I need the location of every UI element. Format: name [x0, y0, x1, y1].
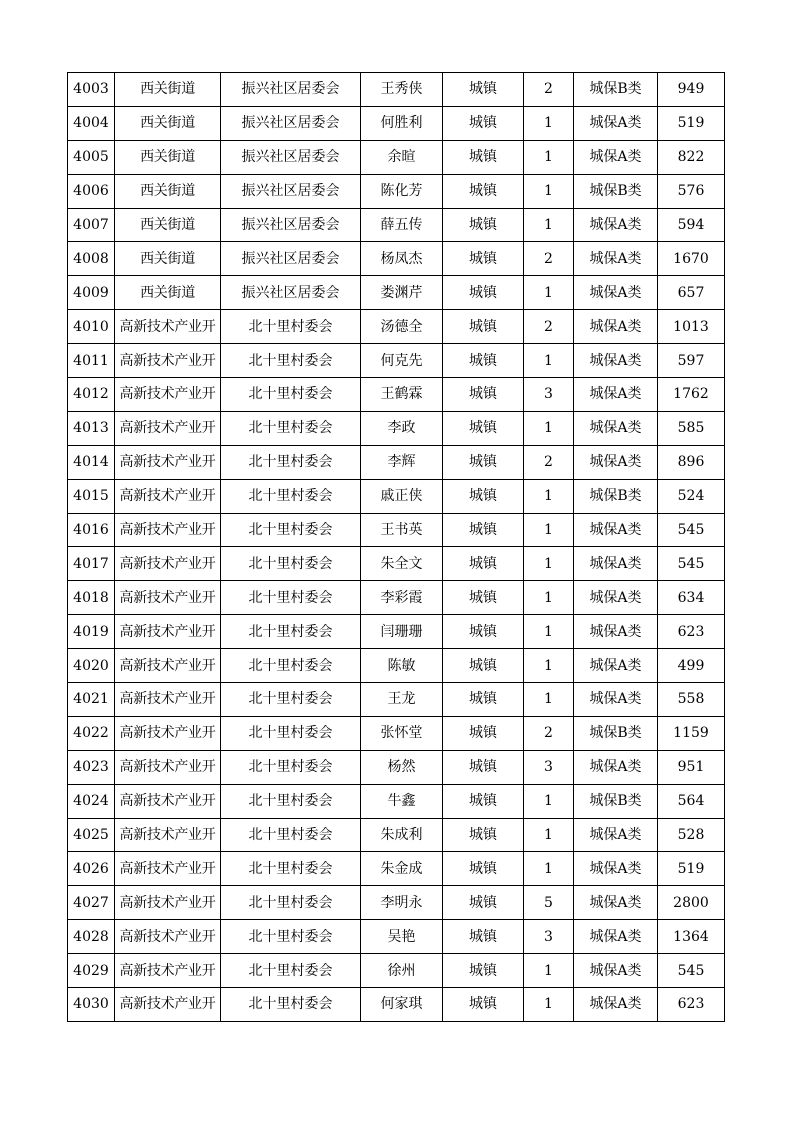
- district-cell: 西关街道: [115, 73, 221, 107]
- name-cell: 张怀堂: [361, 716, 443, 750]
- name-cell: 汤德全: [361, 310, 443, 344]
- area-type-cell: 城镇: [443, 581, 524, 615]
- id-cell: 4024: [68, 784, 115, 818]
- district-cell: 高新技术产业开: [115, 445, 221, 479]
- household-size-cell: 1: [524, 852, 574, 886]
- name-cell: 朱金成: [361, 852, 443, 886]
- committee-cell: 北十里村委会: [221, 784, 361, 818]
- area-type-cell: 城镇: [443, 276, 524, 310]
- area-type-cell: 城镇: [443, 818, 524, 852]
- id-cell: 4019: [68, 615, 115, 649]
- amount-cell: 597: [658, 344, 725, 378]
- district-cell: 高新技术产业开: [115, 852, 221, 886]
- id-cell: 4028: [68, 920, 115, 954]
- id-cell: 4011: [68, 344, 115, 378]
- name-cell: 陈敏: [361, 649, 443, 683]
- household-size-cell: 1: [524, 581, 574, 615]
- committee-cell: 北十里村委会: [221, 581, 361, 615]
- amount-cell: 2800: [658, 886, 725, 920]
- amount-cell: 822: [658, 140, 725, 174]
- household-size-cell: 2: [524, 242, 574, 276]
- id-cell: 4006: [68, 174, 115, 208]
- table-row: [68, 140, 725, 174]
- household-size-cell: 1: [524, 208, 574, 242]
- amount-cell: 623: [658, 988, 725, 1022]
- area-type-cell: 城镇: [443, 513, 524, 547]
- committee-cell: 北十里村委会: [221, 615, 361, 649]
- committee-cell: 北十里村委会: [221, 310, 361, 344]
- amount-cell: 1013: [658, 310, 725, 344]
- insurance-class-cell: 城保A类: [574, 649, 658, 683]
- name-cell: 戚正侠: [361, 479, 443, 513]
- name-cell: 杨凤杰: [361, 242, 443, 276]
- name-cell: 王龙: [361, 683, 443, 717]
- area-type-cell: 城镇: [443, 445, 524, 479]
- amount-cell: 594: [658, 208, 725, 242]
- id-cell: 4017: [68, 547, 115, 581]
- household-size-cell: 1: [524, 547, 574, 581]
- insurance-class-cell: 城保A类: [574, 276, 658, 310]
- household-size-cell: 1: [524, 174, 574, 208]
- amount-cell: 576: [658, 174, 725, 208]
- table-row: [68, 208, 725, 242]
- table-body: [68, 73, 725, 1022]
- name-cell: 牛鑫: [361, 784, 443, 818]
- household-size-cell: 1: [524, 649, 574, 683]
- insurance-class-cell: 城保A类: [574, 818, 658, 852]
- name-cell: 闫珊珊: [361, 615, 443, 649]
- name-cell: 李辉: [361, 445, 443, 479]
- household-size-cell: 1: [524, 344, 574, 378]
- table-row: [68, 547, 725, 581]
- name-cell: 余暄: [361, 140, 443, 174]
- table-row: [68, 852, 725, 886]
- id-cell: 4025: [68, 818, 115, 852]
- insurance-class-cell: 城保B类: [574, 716, 658, 750]
- area-type-cell: 城镇: [443, 920, 524, 954]
- table-row: [68, 411, 725, 445]
- household-size-cell: 3: [524, 750, 574, 784]
- id-cell: 4007: [68, 208, 115, 242]
- district-cell: 高新技术产业开: [115, 581, 221, 615]
- household-size-cell: 1: [524, 988, 574, 1022]
- area-type-cell: 城镇: [443, 106, 524, 140]
- name-cell: 杨然: [361, 750, 443, 784]
- district-cell: 西关街道: [115, 276, 221, 310]
- table-row: [68, 886, 725, 920]
- id-cell: 4012: [68, 378, 115, 412]
- insurance-class-cell: 城保A类: [574, 886, 658, 920]
- table-row: [68, 73, 725, 107]
- committee-cell: 北十里村委会: [221, 683, 361, 717]
- amount-cell: 528: [658, 818, 725, 852]
- household-size-cell: 1: [524, 683, 574, 717]
- insurance-class-cell: 城保A类: [574, 140, 658, 174]
- committee-cell: 振兴社区居委会: [221, 106, 361, 140]
- district-cell: 西关街道: [115, 106, 221, 140]
- id-cell: 4014: [68, 445, 115, 479]
- area-type-cell: 城镇: [443, 649, 524, 683]
- insurance-class-cell: 城保B类: [574, 784, 658, 818]
- name-cell: 薛五传: [361, 208, 443, 242]
- district-cell: 高新技术产业开: [115, 615, 221, 649]
- insurance-class-cell: 城保A类: [574, 547, 658, 581]
- committee-cell: 北十里村委会: [221, 547, 361, 581]
- id-cell: 4005: [68, 140, 115, 174]
- household-size-cell: 1: [524, 818, 574, 852]
- table-row: [68, 615, 725, 649]
- area-type-cell: 城镇: [443, 344, 524, 378]
- area-type-cell: 城镇: [443, 174, 524, 208]
- id-cell: 4022: [68, 716, 115, 750]
- table-row: [68, 818, 725, 852]
- area-type-cell: 城镇: [443, 716, 524, 750]
- amount-cell: 634: [658, 581, 725, 615]
- district-cell: 西关街道: [115, 208, 221, 242]
- name-cell: 李政: [361, 411, 443, 445]
- amount-cell: 951: [658, 750, 725, 784]
- table-row: [68, 479, 725, 513]
- table-row: [68, 513, 725, 547]
- district-cell: 高新技术产业开: [115, 818, 221, 852]
- district-cell: 高新技术产业开: [115, 716, 221, 750]
- area-type-cell: 城镇: [443, 784, 524, 818]
- name-cell: 何胜利: [361, 106, 443, 140]
- amount-cell: 1364: [658, 920, 725, 954]
- table-row: [68, 276, 725, 310]
- district-cell: 西关街道: [115, 242, 221, 276]
- household-size-cell: 2: [524, 716, 574, 750]
- table-row: [68, 106, 725, 140]
- id-cell: 4026: [68, 852, 115, 886]
- committee-cell: 北十里村委会: [221, 649, 361, 683]
- name-cell: 娄渊芹: [361, 276, 443, 310]
- insurance-class-cell: 城保A类: [574, 750, 658, 784]
- table-row: [68, 716, 725, 750]
- id-cell: 4030: [68, 988, 115, 1022]
- district-cell: 高新技术产业开: [115, 954, 221, 988]
- insurance-class-cell: 城保A类: [574, 208, 658, 242]
- id-cell: 4003: [68, 73, 115, 107]
- household-size-cell: 1: [524, 106, 574, 140]
- household-size-cell: 1: [524, 615, 574, 649]
- name-cell: 徐州: [361, 954, 443, 988]
- id-cell: 4008: [68, 242, 115, 276]
- area-type-cell: 城镇: [443, 208, 524, 242]
- household-size-cell: 2: [524, 310, 574, 344]
- committee-cell: 振兴社区居委会: [221, 208, 361, 242]
- amount-cell: 657: [658, 276, 725, 310]
- insurance-class-cell: 城保A类: [574, 513, 658, 547]
- table-row: [68, 581, 725, 615]
- name-cell: 陈化芳: [361, 174, 443, 208]
- name-cell: 李明永: [361, 886, 443, 920]
- amount-cell: 949: [658, 73, 725, 107]
- id-cell: 4015: [68, 479, 115, 513]
- household-size-cell: 1: [524, 954, 574, 988]
- id-cell: 4029: [68, 954, 115, 988]
- committee-cell: 北十里村委会: [221, 479, 361, 513]
- name-cell: 王书英: [361, 513, 443, 547]
- amount-cell: 1159: [658, 716, 725, 750]
- insurance-class-cell: 城保A类: [574, 106, 658, 140]
- committee-cell: 振兴社区居委会: [221, 276, 361, 310]
- committee-cell: 北十里村委会: [221, 852, 361, 886]
- household-size-cell: 2: [524, 73, 574, 107]
- area-type-cell: 城镇: [443, 411, 524, 445]
- district-cell: 高新技术产业开: [115, 547, 221, 581]
- insurance-class-cell: 城保A类: [574, 344, 658, 378]
- id-cell: 4027: [68, 886, 115, 920]
- district-cell: 高新技术产业开: [115, 683, 221, 717]
- area-type-cell: 城镇: [443, 988, 524, 1022]
- committee-cell: 北十里村委会: [221, 818, 361, 852]
- committee-cell: 北十里村委会: [221, 344, 361, 378]
- household-size-cell: 1: [524, 140, 574, 174]
- district-cell: 高新技术产业开: [115, 649, 221, 683]
- committee-cell: 北十里村委会: [221, 513, 361, 547]
- district-cell: 高新技术产业开: [115, 479, 221, 513]
- insurance-class-cell: 城保A类: [574, 445, 658, 479]
- committee-cell: 北十里村委会: [221, 750, 361, 784]
- district-cell: 高新技术产业开: [115, 988, 221, 1022]
- name-cell: 何家琪: [361, 988, 443, 1022]
- id-cell: 4021: [68, 683, 115, 717]
- table-row: [68, 954, 725, 988]
- insurance-class-cell: 城保A类: [574, 920, 658, 954]
- area-type-cell: 城镇: [443, 683, 524, 717]
- household-size-cell: 1: [524, 784, 574, 818]
- id-cell: 4010: [68, 310, 115, 344]
- table-row: [68, 445, 725, 479]
- district-cell: 高新技术产业开: [115, 750, 221, 784]
- committee-cell: 北十里村委会: [221, 988, 361, 1022]
- committee-cell: 北十里村委会: [221, 954, 361, 988]
- area-type-cell: 城镇: [443, 378, 524, 412]
- id-cell: 4004: [68, 106, 115, 140]
- area-type-cell: 城镇: [443, 73, 524, 107]
- name-cell: 朱成利: [361, 818, 443, 852]
- id-cell: 4009: [68, 276, 115, 310]
- amount-cell: 545: [658, 547, 725, 581]
- name-cell: 朱全文: [361, 547, 443, 581]
- amount-cell: 585: [658, 411, 725, 445]
- name-cell: 王秀侠: [361, 73, 443, 107]
- committee-cell: 北十里村委会: [221, 445, 361, 479]
- name-cell: 吴艳: [361, 920, 443, 954]
- household-size-cell: 1: [524, 276, 574, 310]
- insurance-class-cell: 城保A类: [574, 411, 658, 445]
- household-size-cell: 1: [524, 411, 574, 445]
- insurance-class-cell: 城保A类: [574, 310, 658, 344]
- table-row: [68, 920, 725, 954]
- area-type-cell: 城镇: [443, 310, 524, 344]
- amount-cell: 896: [658, 445, 725, 479]
- committee-cell: 振兴社区居委会: [221, 242, 361, 276]
- insurance-class-cell: 城保A类: [574, 378, 658, 412]
- area-type-cell: 城镇: [443, 615, 524, 649]
- amount-cell: 1762: [658, 378, 725, 412]
- area-type-cell: 城镇: [443, 140, 524, 174]
- insurance-class-cell: 城保A类: [574, 683, 658, 717]
- amount-cell: 623: [658, 615, 725, 649]
- district-cell: 高新技术产业开: [115, 886, 221, 920]
- area-type-cell: 城镇: [443, 242, 524, 276]
- committee-cell: 北十里村委会: [221, 886, 361, 920]
- id-cell: 4020: [68, 649, 115, 683]
- amount-cell: 545: [658, 513, 725, 547]
- area-type-cell: 城镇: [443, 852, 524, 886]
- household-size-cell: 2: [524, 445, 574, 479]
- insurance-class-cell: 城保A类: [574, 615, 658, 649]
- household-size-cell: 1: [524, 479, 574, 513]
- district-cell: 高新技术产业开: [115, 411, 221, 445]
- id-cell: 4023: [68, 750, 115, 784]
- name-cell: 李彩霞: [361, 581, 443, 615]
- committee-cell: 北十里村委会: [221, 378, 361, 412]
- table-row: [68, 344, 725, 378]
- amount-cell: 558: [658, 683, 725, 717]
- district-cell: 高新技术产业开: [115, 784, 221, 818]
- committee-cell: 振兴社区居委会: [221, 174, 361, 208]
- table-row: [68, 683, 725, 717]
- amount-cell: 519: [658, 106, 725, 140]
- household-size-cell: 1: [524, 513, 574, 547]
- area-type-cell: 城镇: [443, 954, 524, 988]
- committee-cell: 振兴社区居委会: [221, 73, 361, 107]
- district-cell: 高新技术产业开: [115, 920, 221, 954]
- area-type-cell: 城镇: [443, 886, 524, 920]
- committee-cell: 北十里村委会: [221, 920, 361, 954]
- insurance-class-cell: 城保B类: [574, 73, 658, 107]
- amount-cell: 545: [658, 954, 725, 988]
- table-row: [68, 649, 725, 683]
- area-type-cell: 城镇: [443, 547, 524, 581]
- id-cell: 4018: [68, 581, 115, 615]
- household-size-cell: 3: [524, 920, 574, 954]
- amount-cell: 519: [658, 852, 725, 886]
- table-row: [68, 378, 725, 412]
- amount-cell: 1670: [658, 242, 725, 276]
- id-cell: 4013: [68, 411, 115, 445]
- amount-cell: 499: [658, 649, 725, 683]
- committee-cell: 振兴社区居委会: [221, 140, 361, 174]
- id-cell: 4016: [68, 513, 115, 547]
- insurance-class-cell: 城保A类: [574, 954, 658, 988]
- table-row: [68, 174, 725, 208]
- district-cell: 高新技术产业开: [115, 378, 221, 412]
- area-type-cell: 城镇: [443, 479, 524, 513]
- area-type-cell: 城镇: [443, 750, 524, 784]
- insurance-class-cell: 城保B类: [574, 479, 658, 513]
- name-cell: 王鹤霖: [361, 378, 443, 412]
- table-row: [68, 750, 725, 784]
- committee-cell: 北十里村委会: [221, 411, 361, 445]
- name-cell: 何克先: [361, 344, 443, 378]
- district-cell: 高新技术产业开: [115, 310, 221, 344]
- table-row: [68, 310, 725, 344]
- insurance-class-cell: 城保B类: [574, 174, 658, 208]
- committee-cell: 北十里村委会: [221, 716, 361, 750]
- insurance-class-cell: 城保A类: [574, 988, 658, 1022]
- amount-cell: 524: [658, 479, 725, 513]
- household-size-cell: 3: [524, 378, 574, 412]
- table-row: [68, 988, 725, 1022]
- district-cell: 高新技术产业开: [115, 513, 221, 547]
- amount-cell: 564: [658, 784, 725, 818]
- insurance-class-cell: 城保A类: [574, 852, 658, 886]
- district-cell: 高新技术产业开: [115, 344, 221, 378]
- table-row: [68, 242, 725, 276]
- household-size-cell: 5: [524, 886, 574, 920]
- table-row: [68, 784, 725, 818]
- insurance-class-cell: 城保A类: [574, 242, 658, 276]
- insurance-class-cell: 城保A类: [574, 581, 658, 615]
- data-table: [67, 72, 725, 1022]
- district-cell: 西关街道: [115, 140, 221, 174]
- district-cell: 西关街道: [115, 174, 221, 208]
